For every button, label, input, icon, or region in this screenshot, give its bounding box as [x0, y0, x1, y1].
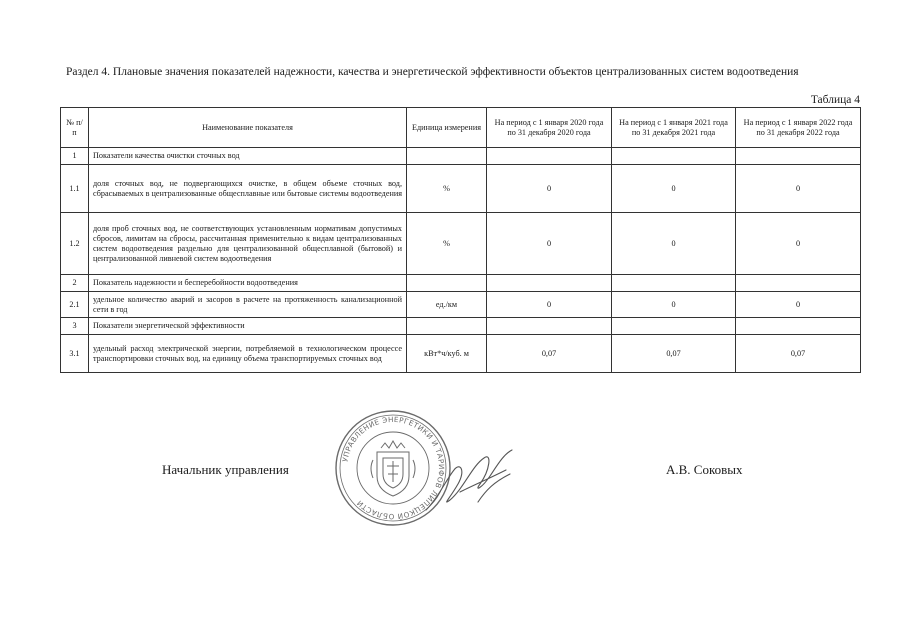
table-row [61, 213, 861, 275]
row-num: 1.1 [61, 165, 89, 213]
section-row-quality [61, 148, 861, 165]
signatory-name: А.В. Соковых [666, 462, 743, 477]
table-row [61, 335, 861, 373]
section-heading: Раздел 4. Плановые значения показателей надежности, качества и энергетической эффективности объектов централизованных систем водоотведения [66, 66, 799, 78]
seal-text-path: УПРАВЛЕНИЕ ЭНЕРГЕТИКИ И ТАРИФОВ ЛИПЕЦКОЙ ОБЛАСТИ [340, 414, 447, 522]
section-title: Показатель надежности и бесперебойности водоотведения [89, 275, 407, 292]
empty-cell [736, 318, 861, 335]
empty-cell [487, 275, 612, 292]
row-num: 2.1 [61, 292, 89, 318]
value-2022: 0 [736, 165, 861, 213]
indicator-unit: кВт*ч/куб. м [407, 335, 487, 373]
row-num: 3.1 [61, 335, 89, 373]
value-2020: 0,07 [487, 335, 612, 373]
table-row [61, 165, 861, 213]
coat-of-arms-icon [371, 441, 415, 496]
section-num: 3 [61, 318, 89, 335]
section-title: Показатели энергетической эффективности [89, 318, 407, 335]
value-2022: 0 [736, 213, 861, 275]
indicator-unit: % [407, 213, 487, 275]
header-period-2022: На период с 1 января 2022 года по 31 декабря 2022 года [736, 108, 861, 148]
handwritten-signature [420, 440, 530, 520]
section-row-energy [61, 318, 861, 335]
header-period-2020: На период с 1 января 2020 года по 31 декабря 2020 года [487, 108, 612, 148]
indicator-unit: ед./км [407, 292, 487, 318]
empty-cell [612, 275, 736, 292]
row-num: 1.2 [61, 213, 89, 275]
value-2020: 0 [487, 292, 612, 318]
value-2022: 0,07 [736, 335, 861, 373]
empty-cell [487, 318, 612, 335]
empty-cell [487, 148, 612, 165]
header-period-2021: На период с 1 января 2021 года по 31 декабря 2021 года [612, 108, 736, 148]
value-2021: 0 [612, 165, 736, 213]
header-num: № п/п [61, 108, 89, 148]
value-2022: 0 [736, 292, 861, 318]
value-2021: 0 [612, 292, 736, 318]
value-2020: 0 [487, 213, 612, 275]
empty-cell [407, 148, 487, 165]
indicator-name: удельное количество аварий и засоров в расчете на протяженность канализационной сети в год [89, 292, 407, 318]
section-row-reliability [61, 275, 861, 292]
section-num: 1 [61, 148, 89, 165]
indicator-name: удельный расход электрической энергии, потребляемой в технологическом процессе транспортировки сточных вод, на единицу объема транспортируемых сточных вод [89, 335, 407, 373]
value-2021: 0 [612, 213, 736, 275]
table-caption: Таблица 4 [810, 94, 860, 106]
empty-cell [736, 148, 861, 165]
empty-cell [612, 318, 736, 335]
indicator-unit: % [407, 165, 487, 213]
header-name: Наименование показателя [89, 108, 407, 148]
empty-cell [736, 275, 861, 292]
section-num: 2 [61, 275, 89, 292]
value-2020: 0 [487, 165, 612, 213]
signatory-title: Начальник управления [162, 462, 289, 477]
empty-cell [407, 275, 487, 292]
table-row [61, 292, 861, 318]
indicator-name: доля проб сточных вод, не соответствующих установленным нормативам допустимых сбросов, лимитам на сбросы, рассчитанная применительно к видам централизованных систем водоотведения раздельно для централизованной общесплавной (бытовой) и централизованной ливневой систем водоотведения [89, 213, 407, 275]
value-2021: 0,07 [612, 335, 736, 373]
indicators-table [60, 107, 861, 373]
table-header-row [61, 108, 861, 148]
empty-cell [612, 148, 736, 165]
indicator-name: доля сточных вод, не подвергающихся очистке, в общем объеме сточных вод, сбрасываемых в централизованные общесплавные или бытовые системы водоотведения [89, 165, 407, 213]
empty-cell [407, 318, 487, 335]
header-unit: Единица измерения [407, 108, 487, 148]
section-title: Показатели качества очистки сточных вод [89, 148, 407, 165]
